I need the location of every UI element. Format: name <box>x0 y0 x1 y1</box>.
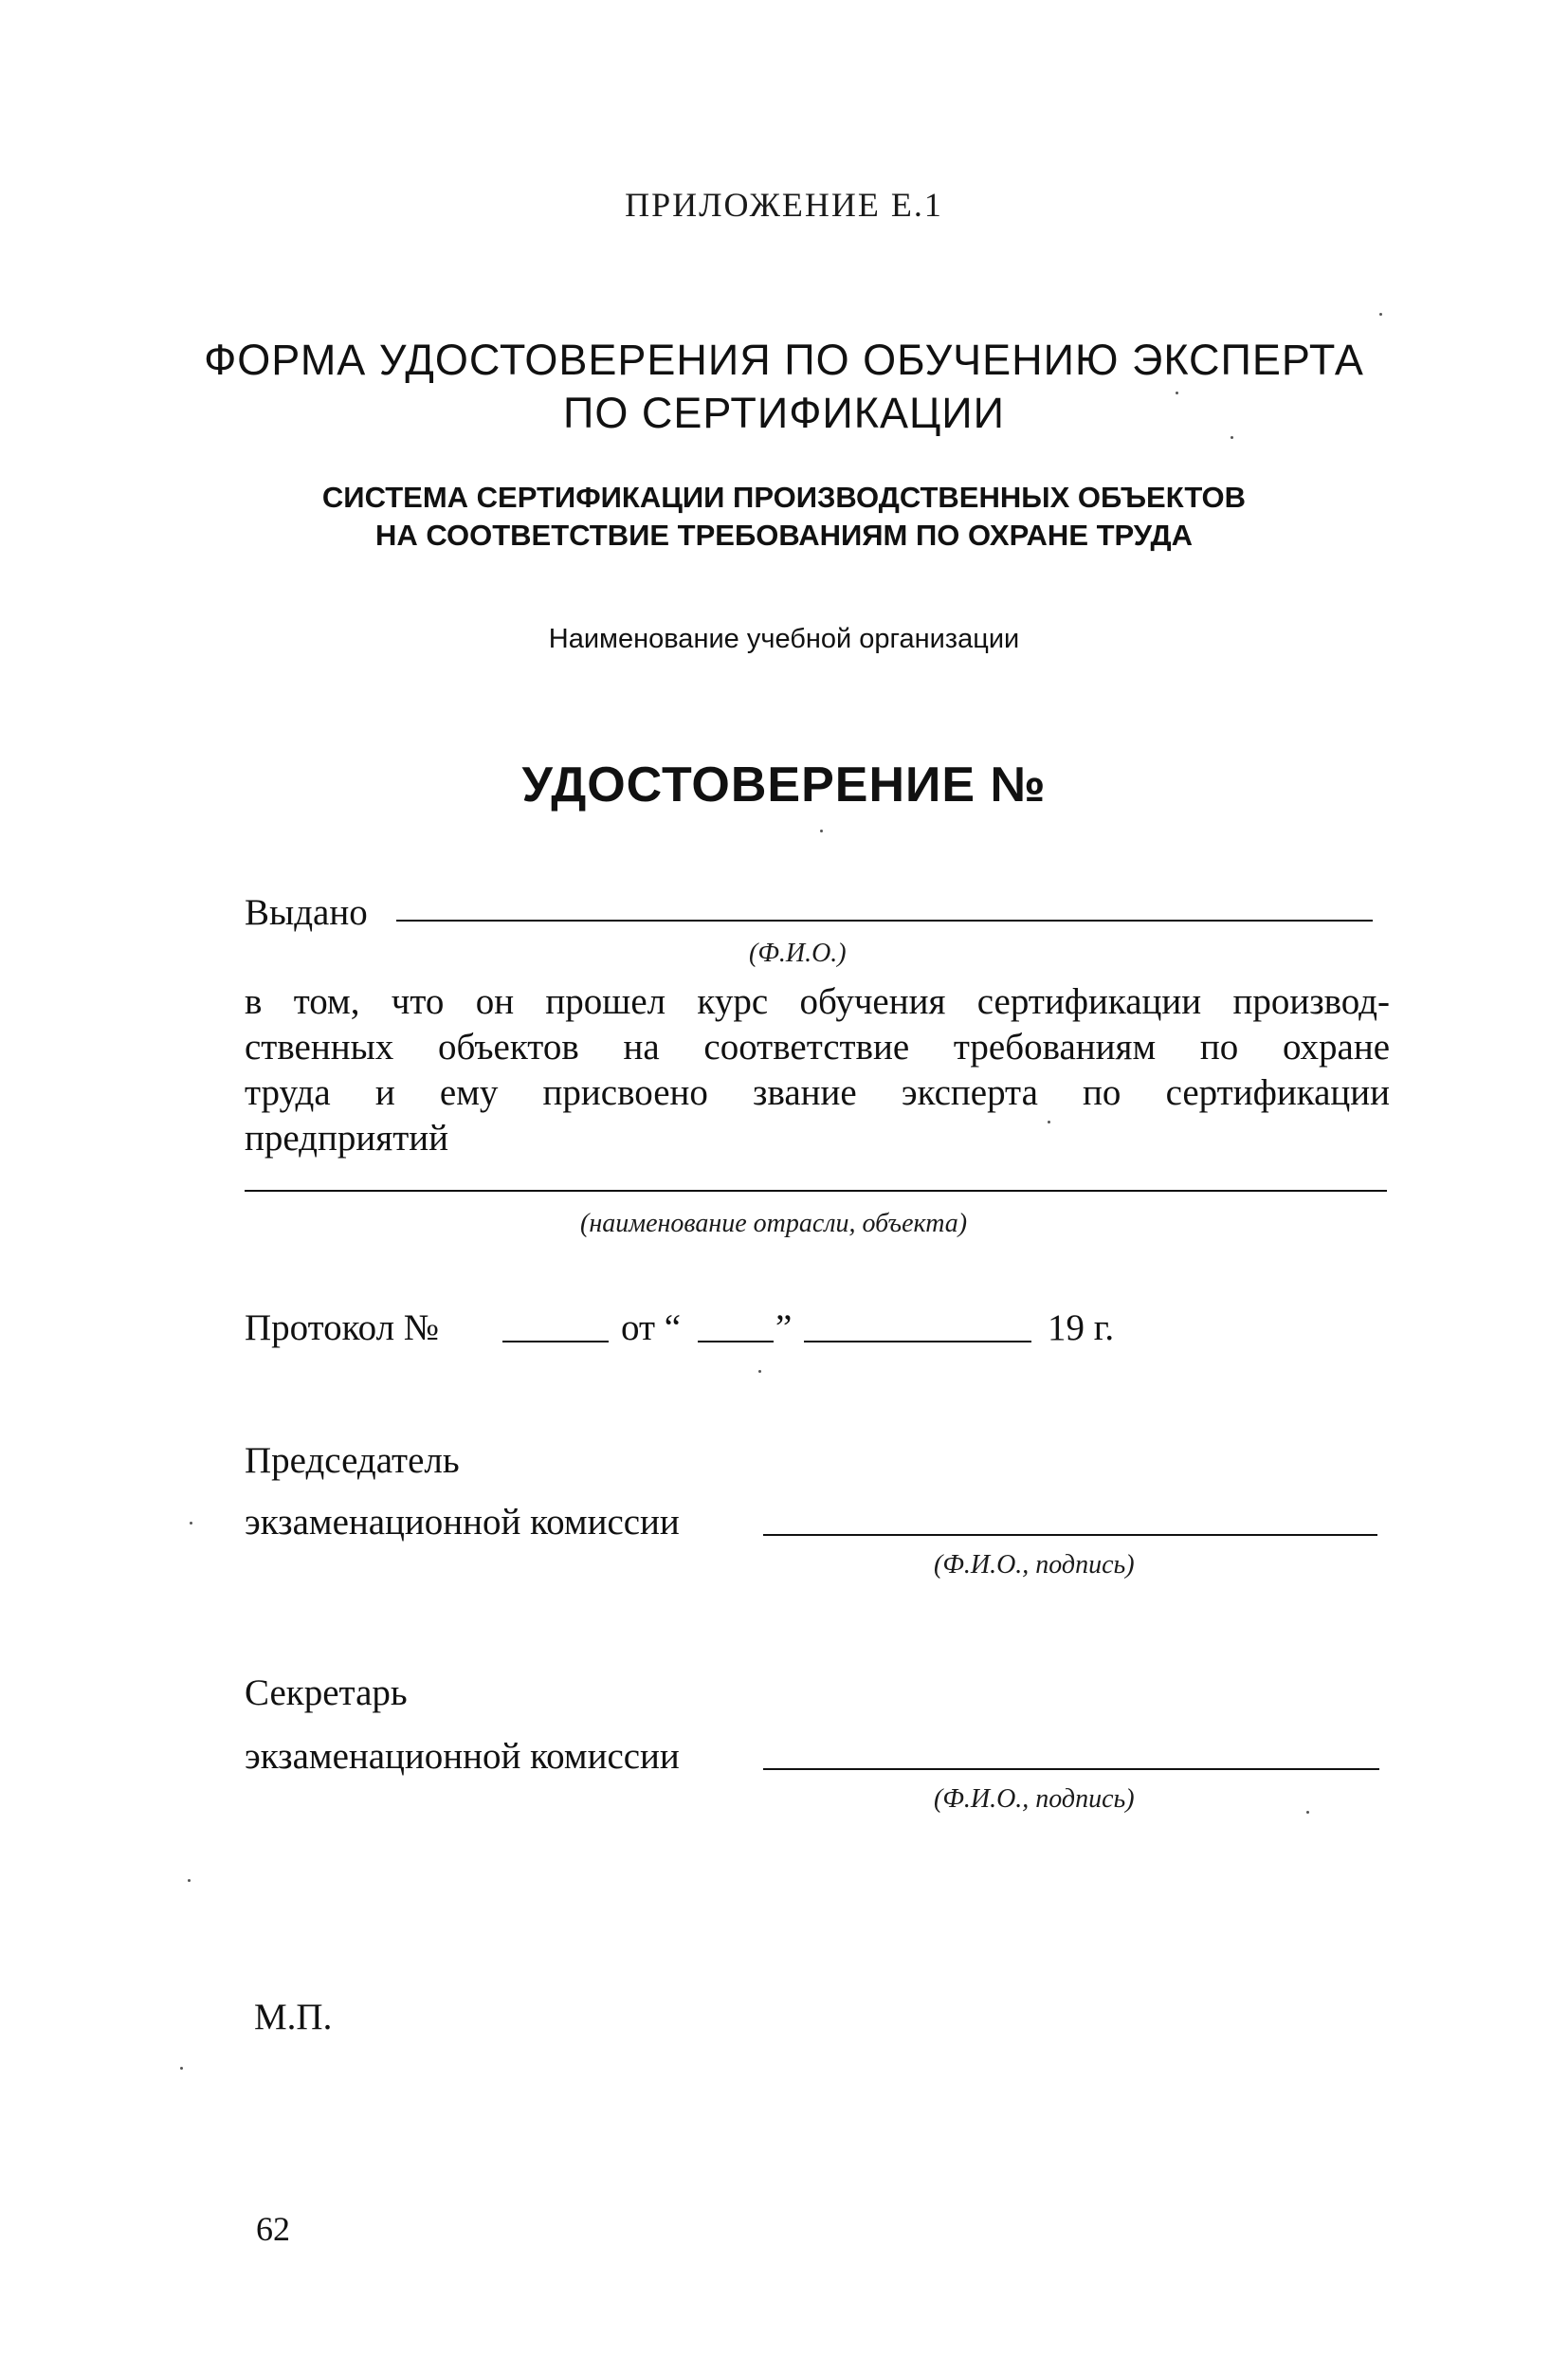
secretary-signature-caption: (Ф.И.О., подпись) <box>934 1784 1135 1814</box>
protocol-close-quote: ” <box>775 1307 793 1348</box>
scan-speck <box>180 2067 183 2070</box>
appendix-label: ПРИЛОЖЕНИЕ Е.1 <box>625 186 943 224</box>
secretary-label-line1: Секретарь <box>245 1672 408 1713</box>
issued-label: Выдано <box>245 892 368 933</box>
chairman-signature-line <box>763 1534 1377 1536</box>
training-organization-name: Наименование учебной организации <box>548 624 1020 654</box>
protocol-from: от “ <box>621 1307 682 1348</box>
seal-place-label: М.П. <box>254 1997 333 2037</box>
system-title-line2: НА СООТВЕТСТВИЕ ТРЕБОВАНИЯМ ПО ОХРАНЕ ТРУДА <box>375 519 1193 552</box>
body-line-1: в том, что он прошел курс обучения сертификации производ- <box>245 981 1390 1022</box>
chairman-signature-caption: (Ф.И.О., подпись) <box>934 1550 1135 1580</box>
protocol-number-line <box>502 1341 609 1342</box>
scan-speck <box>758 1370 761 1373</box>
protocol-label: Протокол № <box>245 1307 440 1348</box>
body-line-2: ственных объектов на соответствие требованиям по охране <box>245 1027 1390 1068</box>
certificate-body-text <box>245 979 1390 1161</box>
scan-speck <box>1306 1811 1309 1814</box>
scan-speck <box>1379 313 1382 316</box>
scan-speck <box>190 1522 192 1525</box>
body-line-3: труда и ему присвоено звание эксперта по сертификации <box>245 1072 1390 1113</box>
form-title <box>0 334 1568 440</box>
body-line-4: предприятий <box>245 1118 448 1159</box>
protocol-day-line <box>698 1341 774 1342</box>
form-title-line1: ФОРМА УДОСТОВЕРЕНИЯ ПО ОБУЧЕНИЮ ЭКСПЕРТА <box>204 336 1364 384</box>
form-title-line2: ПО СЕРТИФИКАЦИИ <box>563 389 1005 437</box>
scan-speck <box>820 830 823 832</box>
chairman-label-line1: Председатель <box>245 1440 460 1481</box>
certification-system-title <box>0 479 1568 555</box>
industry-line <box>245 1190 1387 1192</box>
scan-speck <box>1231 436 1233 439</box>
issued-name-caption: (Ф.И.О.) <box>749 939 847 968</box>
system-title-line1: СИСТЕМА СЕРТИФИКАЦИИ ПРОИЗВОДСТВЕННЫХ ОБЪЕКТОВ <box>321 481 1247 514</box>
secretary-signature-line <box>763 1768 1379 1770</box>
secretary-label-line2: экзаменационной комиссии <box>245 1736 680 1777</box>
issued-name-line <box>396 920 1373 922</box>
scan-speck <box>1048 1121 1050 1123</box>
industry-caption: (наименование отрасли, объекта) <box>580 1209 968 1238</box>
protocol-month-line <box>804 1341 1031 1342</box>
page-number: 62 <box>256 2210 290 2248</box>
scan-speck <box>188 1879 191 1882</box>
scan-speck <box>1176 392 1178 394</box>
certificate-title: УДОСТОВЕРЕНИЕ № <box>521 758 1047 813</box>
chairman-label-line2: экзаменационной комиссии <box>245 1502 680 1543</box>
protocol-year: 19 г. <box>1048 1307 1115 1348</box>
